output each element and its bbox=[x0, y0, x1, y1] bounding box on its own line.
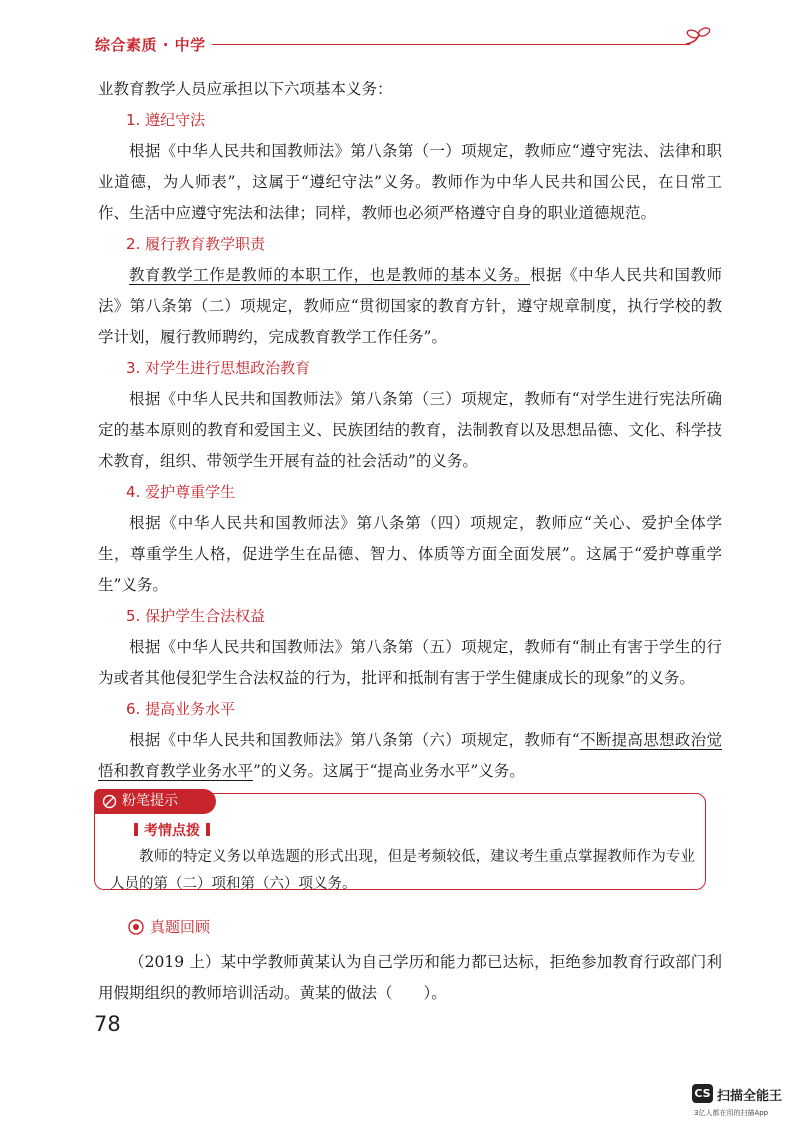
section-title-4: 4. 爱护尊重学生 bbox=[126, 483, 236, 501]
section-title-3: 3. 对学生进行思想政治教育 bbox=[126, 359, 311, 377]
no-entry-icon bbox=[102, 794, 117, 809]
underlined-key-phrase: 不断提高思想政治觉悟和教育教学业务水平 bbox=[98, 731, 722, 780]
cs-logo-icon: CS bbox=[692, 1084, 713, 1103]
section-title-1: 1. 遵纪守法 bbox=[126, 111, 206, 129]
section-paragraph-4: 根据《中华人民共和国教师法》第八条第（四）项规定，教师应“关心、爱护全体学生，尊重学生人格，促进学生在品德、智力、体质等方面全面发展”。这属于“爱护尊重学生”义务。 bbox=[98, 514, 722, 594]
section-paragraph-6 bbox=[98, 725, 722, 787]
intro-paragraph: 业教育教学人员应承担以下六项基本义务： bbox=[98, 80, 393, 98]
scanner-watermark bbox=[692, 1084, 792, 1124]
section-title-5: 5. 保护学生合法权益 bbox=[126, 607, 266, 625]
section-paragraph-3: 根据《中华人民共和国教师法》第八条第（三）项规定，教师有“对学生进行宪法所确定的基本原则的教育和爱国主义、民族团结的教育，法制教育以及思想品德、文化、科学技术教育，组织、带领学生开展有益的社会活动”的义务。 bbox=[98, 390, 722, 470]
header-title: 综合素质 · 中学 bbox=[95, 36, 206, 54]
page-number: 78 bbox=[94, 1012, 121, 1036]
watermark-name: 扫描全能王 bbox=[717, 1089, 783, 1104]
bracket-bar-right bbox=[206, 823, 210, 836]
tip-body: 教师的特定义务以单选题的形式出现，但是考频较低，建议考生重点掌握教师作为专业人员的第（二）项和第（六）项义务。 bbox=[110, 849, 695, 892]
bracket-bar-left bbox=[134, 823, 138, 836]
section-title-2: 2. 履行教育教学职责 bbox=[126, 235, 266, 253]
sprout-icon bbox=[684, 27, 712, 49]
section-paragraph-1: 根据《中华人民共和国教师法》第八条第（一）项规定，教师应“遵守宪法、法律和职业道德，为人师表”，这属于“遵纪守法”义务。教师作为中华人民共和国公民，在日常工作、生活中应遵守宪法和法律；同样，教师也必须严格遵守自身的职业道德规范。 bbox=[98, 142, 722, 222]
section-text-6-before: 根据《中华人民共和国教师法》第八条第（六）项规定，教师有“ bbox=[129, 731, 580, 749]
tip-subtitle-text: 考情点拨 bbox=[144, 823, 200, 839]
section-text-6-after: ”的义务。这属于“提高业务水平”义务。 bbox=[253, 762, 525, 780]
target-icon bbox=[128, 919, 144, 935]
section-title-6: 6. 提高业务水平 bbox=[126, 700, 236, 718]
tip-tab bbox=[94, 789, 216, 814]
tip-tab-label: 粉笔提示 bbox=[122, 793, 178, 809]
header-rule bbox=[212, 44, 690, 45]
review-title-text: 真题回顾 bbox=[150, 918, 211, 936]
section-text-2: 根据《中华人民共和国教师法》第八条第（二）项规定，教师应“贯彻国家的教育方针，遵守规章制度，执行学校的教学计划，履行教师聘约，完成教育教学工作任务”。 bbox=[98, 266, 722, 346]
section-paragraph-5: 根据《中华人民共和国教师法》第八条第（五）项规定，教师有“制止有害于学生的行为或者其他侵犯学生合法权益的行为，批评和抵制有害于学生健康成长的现象”的义务。 bbox=[98, 638, 722, 687]
section-paragraph-2 bbox=[98, 260, 722, 353]
review-title bbox=[128, 916, 210, 937]
main-content bbox=[98, 74, 722, 787]
review-question: （2019 上）某中学教师黄某认为自己学历和能力都已达标，拒绝参加教育行政部门利用假期组织的教师培训活动。黄某的做法（ ）。 bbox=[98, 953, 722, 1002]
tip-subtitle bbox=[128, 820, 216, 840]
underlined-key-sentence: 教育教学工作是教师的本职工作，也是教师的基本义务。 bbox=[129, 266, 531, 284]
watermark-slogan: 3亿人都在用的扫描App bbox=[694, 1109, 769, 1117]
